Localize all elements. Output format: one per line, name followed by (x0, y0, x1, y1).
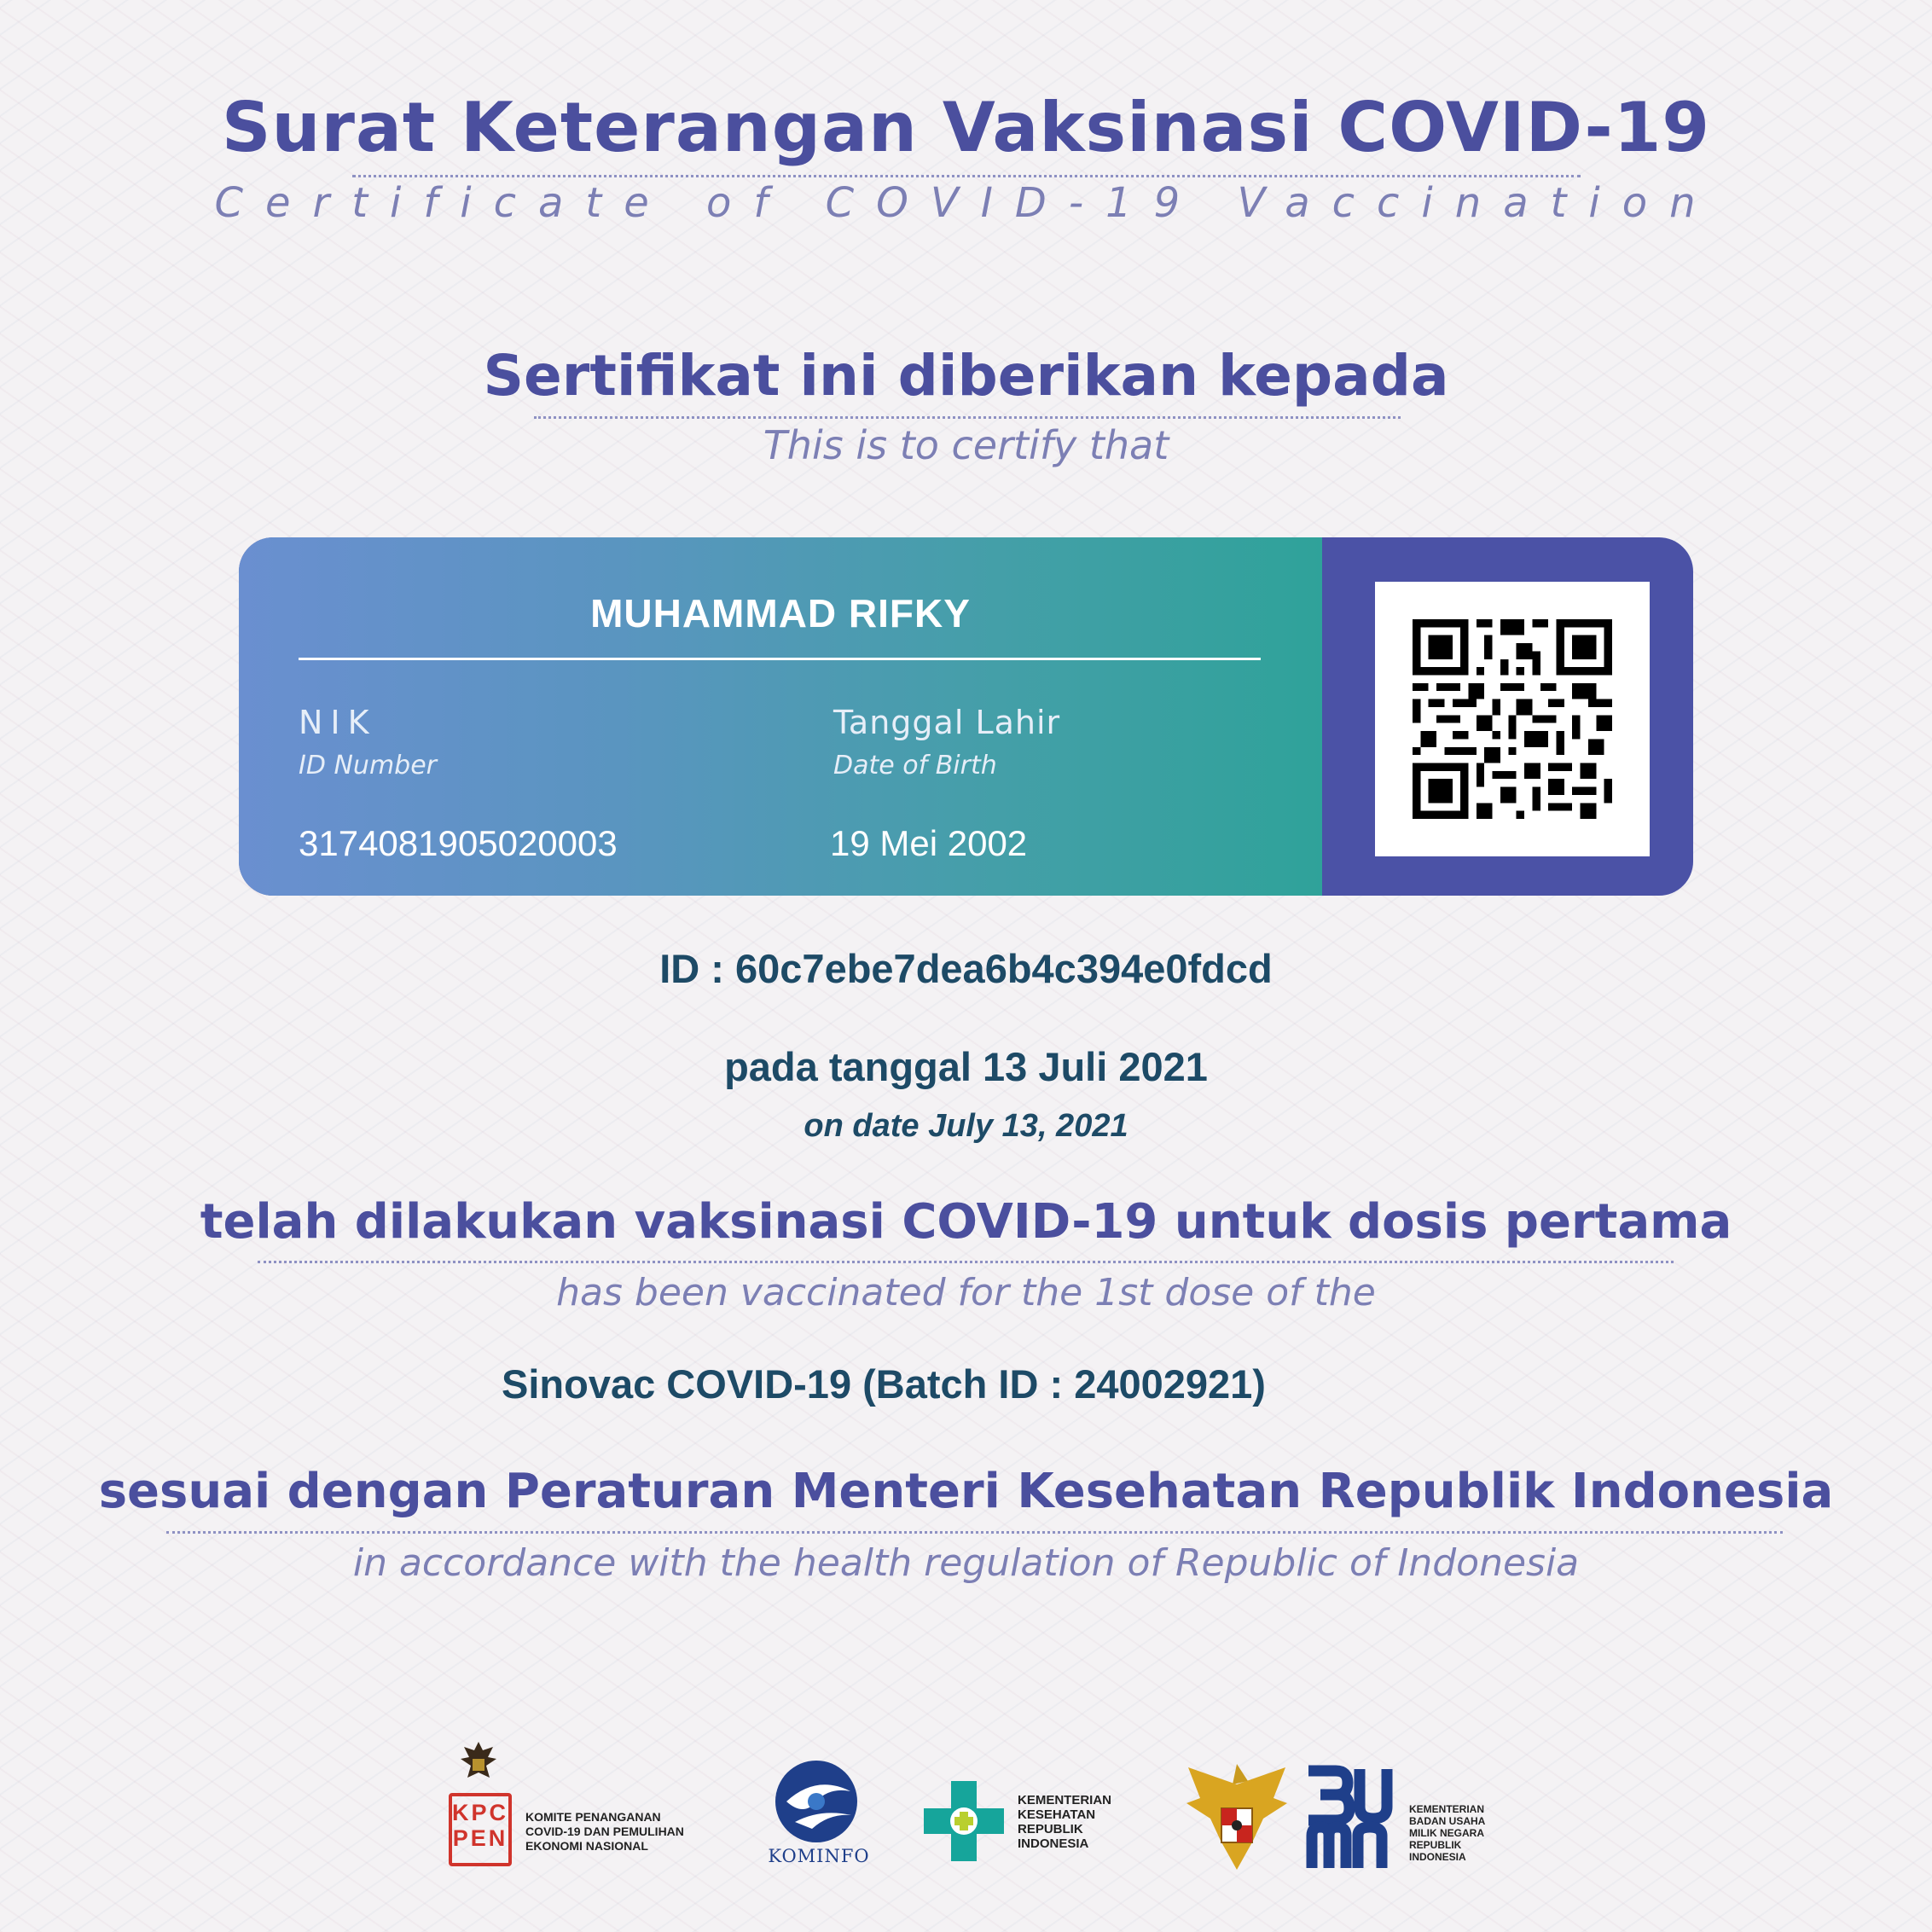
regulation-statement-en: in accordance with the health regulation of Republic of Indonesia (352, 1541, 1580, 1585)
kpcpen-text-line1: KOMITE PENANGANAN (525, 1810, 661, 1824)
regulation-divider (166, 1531, 1783, 1534)
certificate-id: ID : 60c7ebe7dea6b4c394e0fdcd (659, 946, 1273, 991)
name-divider (299, 658, 1261, 660)
kpcpen-mark-bottom: PEN (452, 1825, 508, 1851)
garuda-pancasila-icon (1181, 1759, 1292, 1878)
kemenkes-text-line1: KEMENTERIAN (1018, 1793, 1112, 1807)
kpcpen-mark-top: KPC (452, 1800, 509, 1825)
kemenkes-text-line3: REPUBLIK (1018, 1822, 1083, 1836)
kpcpen-text-line3: EKONOMI NASIONAL (525, 1839, 648, 1853)
dose-statement: telah dilakukan vaksinasi COVID-19 untuk dosis pertama (200, 1194, 1732, 1250)
certify-subheading: This is to certify that (763, 422, 1169, 468)
nik-label: NIK (299, 704, 377, 741)
page-title: Surat Keterangan Vaksinasi COVID-19 (221, 88, 1711, 167)
kemenkes-logo (917, 1774, 1139, 1877)
nik-label-en: ID Number (299, 751, 437, 780)
bumn-logo (1305, 1764, 1510, 1875)
dob-value: 19 Mei 2002 (830, 823, 1028, 863)
qr-code (1375, 582, 1650, 856)
kemenkes-text-line4: INDONESIA (1018, 1836, 1089, 1851)
vaccination-date: pada tanggal 13 Juli 2021 (724, 1044, 1208, 1089)
garuda-emblem-icon (457, 1740, 500, 1791)
bumn-emblem-icon (1305, 1764, 1395, 1871)
page-subtitle: Certificate of COVID-19 Vaccination (214, 179, 1718, 227)
kpcpen-text-line2: COVID-19 DAN PEMULIHAN (525, 1825, 684, 1838)
regulation-statement: sesuai dengan Peraturan Menteri Kesehatan Republik Indonesia (98, 1464, 1834, 1519)
bumn-text-line4: REPUBLIK (1409, 1839, 1462, 1851)
garuda-pancasila-logo (1181, 1759, 1292, 1878)
bumn-text-line5: INDONESIA (1409, 1851, 1466, 1863)
kpcpen-logo (449, 1740, 705, 1877)
holder-name: MUHAMMAD RIFKY (590, 591, 971, 635)
dose-divider (258, 1261, 1674, 1263)
holder-card (239, 537, 1693, 896)
bumn-text-line1: KEMENTERIAN (1409, 1803, 1485, 1815)
dob-label: Tanggal Lahir (833, 704, 1061, 741)
kemenkes-emblem-icon (917, 1774, 1011, 1868)
kominfo-emblem-icon (769, 1757, 863, 1846)
kemenkes-text-line2: KESEHATAN (1018, 1807, 1096, 1822)
vaccine-info: Sinovac COVID-19 (Batch ID : 24002921) (502, 1361, 1266, 1407)
bumn-text-line3: MILIK NEGARA (1409, 1827, 1484, 1839)
kominfo-label: KOMINFO (768, 1846, 870, 1866)
dose-statement-en: has been vaccinated for the 1st dose of the (556, 1271, 1376, 1314)
certify-heading: Sertifikat ini diberikan kepada (483, 343, 1449, 409)
holder-info-panel (239, 537, 1322, 896)
bumn-text-line2: BADAN USAHA (1409, 1815, 1486, 1827)
kominfo-logo (759, 1757, 879, 1877)
dob-label-en: Date of Birth (833, 751, 997, 780)
qr-code-icon (1413, 619, 1612, 819)
nik-value: 3174081905020003 (299, 823, 618, 863)
title-divider (352, 175, 1581, 177)
certify-divider (534, 416, 1401, 419)
vaccination-date-en: on date July 13, 2021 (804, 1108, 1128, 1144)
